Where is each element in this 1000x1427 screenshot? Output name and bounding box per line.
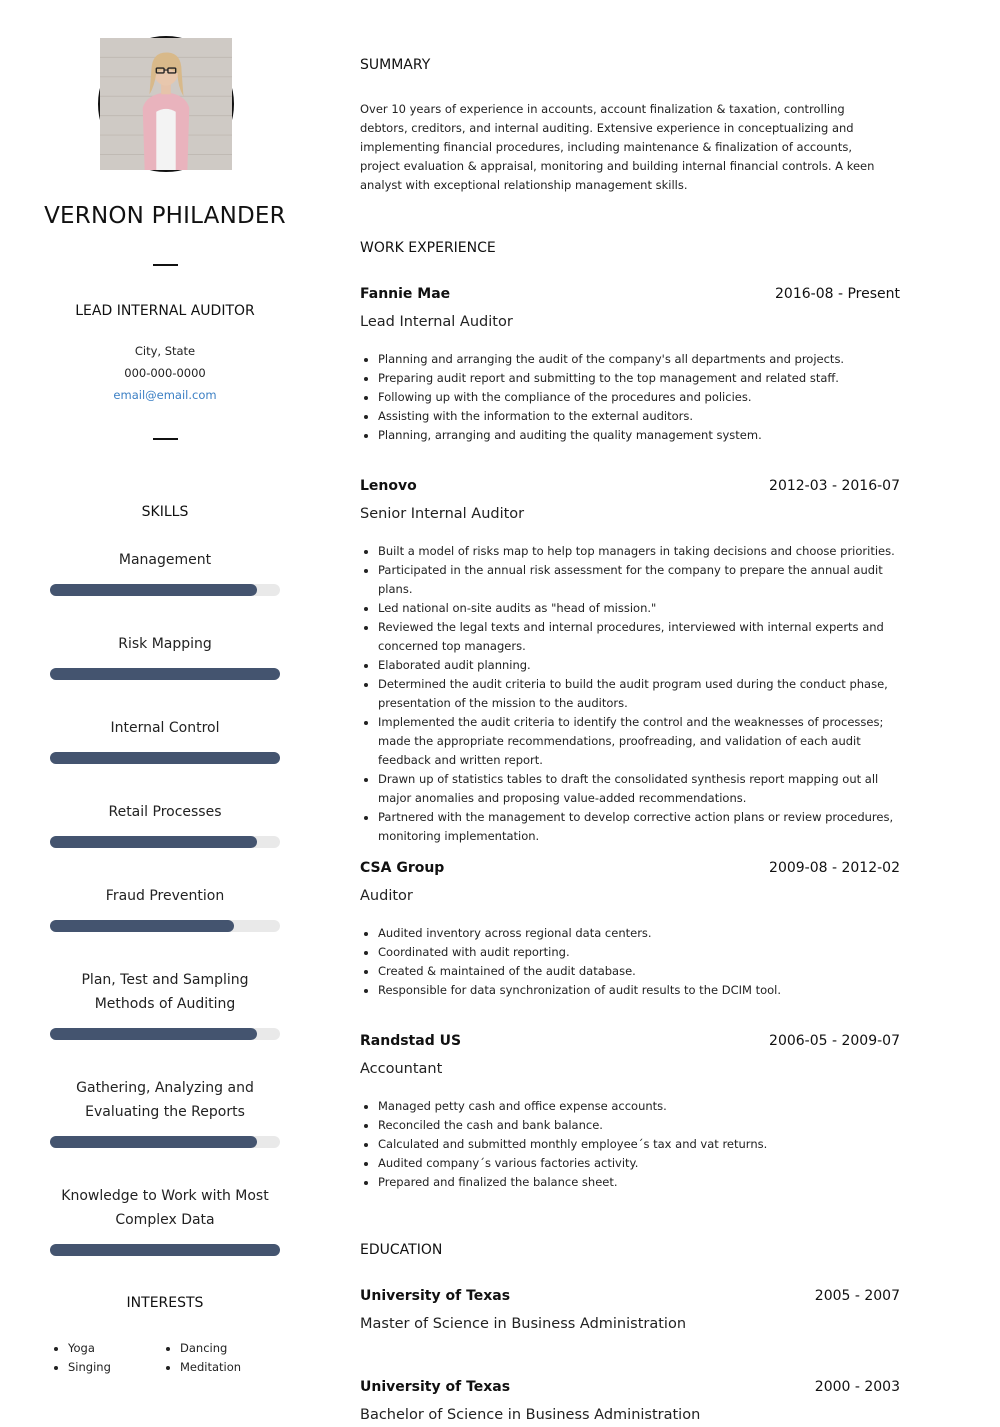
- job-bullet: Created & maintained of the audit database.: [360, 962, 900, 981]
- job-entry: [360, 860, 900, 1000]
- job-bullet: Coordinated with audit reporting.: [360, 943, 900, 962]
- skill-name: Gathering, Analyzing and Evaluating the Reports: [76, 1080, 254, 1120]
- job-bullet: Audited company´s various factories activity.: [360, 1154, 900, 1173]
- job-entry: [360, 478, 900, 846]
- skill-bar-fill: [50, 1244, 280, 1256]
- job-entry: [360, 1033, 900, 1192]
- skill-bar-fill: [50, 920, 234, 932]
- skill-bar-fill: [50, 1028, 257, 1040]
- interests-list-right: [162, 1339, 241, 1377]
- skill-bar: [50, 1028, 280, 1040]
- education-degree: Bachelor of Science in Business Administration: [360, 1407, 701, 1423]
- skill-name: Knowledge to Work with Most Complex Data: [61, 1188, 269, 1228]
- job-bullet: Elaborated audit planning.: [360, 656, 900, 675]
- summary-text: Over 10 years of experience in accounts, account finalization & taxation, controlling debtors, creditors, and internal auditing. Extensive experience in conceptualizing and implementing financial procedures, including maintenance & finalization of accounts, project evaluation & appraisal, monitoring and building internal financial controls. A keen analyst with exceptional relationship management skills.: [360, 102, 875, 192]
- job-bullet: Determined the audit criteria to build the audit program used during the conduct phase, presentation of the mission to the auditors.: [360, 675, 900, 713]
- sidebar: [0, 0, 330, 1410]
- experience-heading: WORK EXPERIENCE: [360, 240, 496, 256]
- skill-bar: [50, 836, 280, 848]
- education-entry: [360, 1288, 900, 1336]
- skill-bar-fill: [50, 584, 257, 596]
- job-bullet: Assisting with the information to the external auditors.: [360, 407, 900, 426]
- skill-bar: [50, 1136, 280, 1148]
- job-bullet: Built a model of risks map to help top managers in taking decisions and choose priorities.: [360, 542, 900, 561]
- job-bullet: Calculated and submitted monthly employee´s tax and vat returns.: [360, 1135, 900, 1154]
- interests-list-left: [50, 1339, 111, 1377]
- skill-bar-fill: [50, 668, 280, 680]
- job-bullet: Led national on-site audits as "head of mission.": [360, 599, 900, 618]
- job-role: Auditor: [360, 888, 413, 904]
- job-bullet: Preparing audit report and submitting to the top management and related staff.: [360, 369, 900, 388]
- skills-heading: SKILLS: [141, 504, 189, 520]
- education-school: University of Texas: [360, 1288, 511, 1304]
- job-company: Lenovo: [360, 478, 417, 494]
- job-bullet: Implemented the audit criteria to identify the control and the weaknesses of processes; made the appropriate recommendations, proofreading, and validation of each audit feedback and written report.: [360, 713, 900, 770]
- profile-photo-image: [100, 38, 232, 170]
- job-company: CSA Group: [360, 860, 445, 876]
- skill-name: Fraud Prevention: [105, 888, 225, 904]
- job-bullets: [360, 350, 900, 445]
- job-bullet: Partnered with the management to develop corrective action plans or review procedures, monitoring implementation.: [360, 808, 900, 846]
- job-bullet: Planning, arranging and auditing the quality management system.: [360, 426, 900, 445]
- job-company: Fannie Mae: [360, 286, 451, 302]
- contact-divider: [153, 438, 178, 440]
- skill-bar-fill: [50, 836, 257, 848]
- job-dates: 2016-08 - Present: [775, 286, 900, 302]
- skill-name: Internal Control: [110, 720, 220, 736]
- job-bullets: [360, 542, 900, 846]
- job-bullet: Participated in the annual risk assessment for the company to prepare the annual audit plans.: [360, 561, 900, 599]
- skill-bar-fill: [50, 752, 280, 764]
- education-degree: Master of Science in Business Administration: [360, 1316, 687, 1332]
- job-role: Accountant: [360, 1061, 443, 1077]
- candidate-title: LEAD INTERNAL AUDITOR: [75, 303, 255, 319]
- job-bullet: Prepared and finalized the balance sheet.: [360, 1173, 900, 1192]
- job-bullet: Following up with the compliance of the procedures and policies.: [360, 388, 900, 407]
- skill-bar: [50, 1244, 280, 1256]
- job-bullets: [360, 1097, 900, 1192]
- interest-item: Yoga: [50, 1339, 111, 1358]
- job-role: Senior Internal Auditor: [360, 506, 525, 522]
- job-role: Lead Internal Auditor: [360, 314, 513, 330]
- job-bullets: [360, 924, 900, 1000]
- skill-name: Management: [118, 552, 212, 568]
- candidate-name: VERNON PHILANDER: [44, 203, 286, 229]
- profile-photo: [98, 36, 234, 172]
- job-bullet: Audited inventory across regional data centers.: [360, 924, 900, 943]
- skill-name: Plan, Test and Sampling Methods of Auditing: [81, 972, 249, 1012]
- job-bullet: Reviewed the legal texts and internal procedures, interviewed with internal experts and concerned top managers.: [360, 618, 900, 656]
- summary-heading: SUMMARY: [360, 57, 431, 73]
- education-heading: EDUCATION: [360, 1242, 443, 1258]
- job-dates: 2012-03 - 2016-07: [769, 478, 900, 494]
- interest-item: Singing: [50, 1358, 111, 1377]
- interest-item: Meditation: [162, 1358, 241, 1377]
- skill-bar: [50, 752, 280, 764]
- skill-bar: [50, 920, 280, 932]
- job-bullet: Drawn up of statistics tables to draft the consolidated synthesis report mapping out all major anomalies and proposing value-added recommendations.: [360, 770, 900, 808]
- job-bullet: Responsible for data synchronization of audit results to the DCIM tool.: [360, 981, 900, 1000]
- interests-heading: INTERESTS: [126, 1295, 204, 1311]
- main-content: [360, 0, 900, 1423]
- education-school: University of Texas: [360, 1379, 511, 1395]
- job-bullet: Managed petty cash and office expense accounts.: [360, 1097, 900, 1116]
- job-entry: [360, 286, 900, 445]
- interest-item: Dancing: [162, 1339, 241, 1358]
- skill-bar: [50, 584, 280, 596]
- skill-name: Retail Processes: [108, 804, 222, 820]
- job-bullet: Reconciled the cash and bank balance.: [360, 1116, 900, 1135]
- education-dates: 2000 - 2003: [814, 1379, 900, 1395]
- name-divider: [153, 264, 178, 266]
- contact-phone: 000-000-0000: [124, 366, 206, 380]
- education-dates: 2005 - 2007: [814, 1288, 900, 1304]
- job-company: Randstad US: [360, 1033, 462, 1049]
- contact-email-link[interactable]: email@email.com: [113, 388, 217, 402]
- job-dates: 2006-05 - 2009-07: [769, 1033, 900, 1049]
- job-bullet: Planning and arranging the audit of the company's all departments and projects.: [360, 350, 900, 369]
- education-entry: [360, 1379, 900, 1427]
- skill-name: Risk Mapping: [118, 636, 212, 652]
- contact-location: City, State: [134, 344, 196, 358]
- skill-bar: [50, 668, 280, 680]
- skill-bar-fill: [50, 1136, 257, 1148]
- job-dates: 2009-08 - 2012-02: [769, 860, 900, 876]
